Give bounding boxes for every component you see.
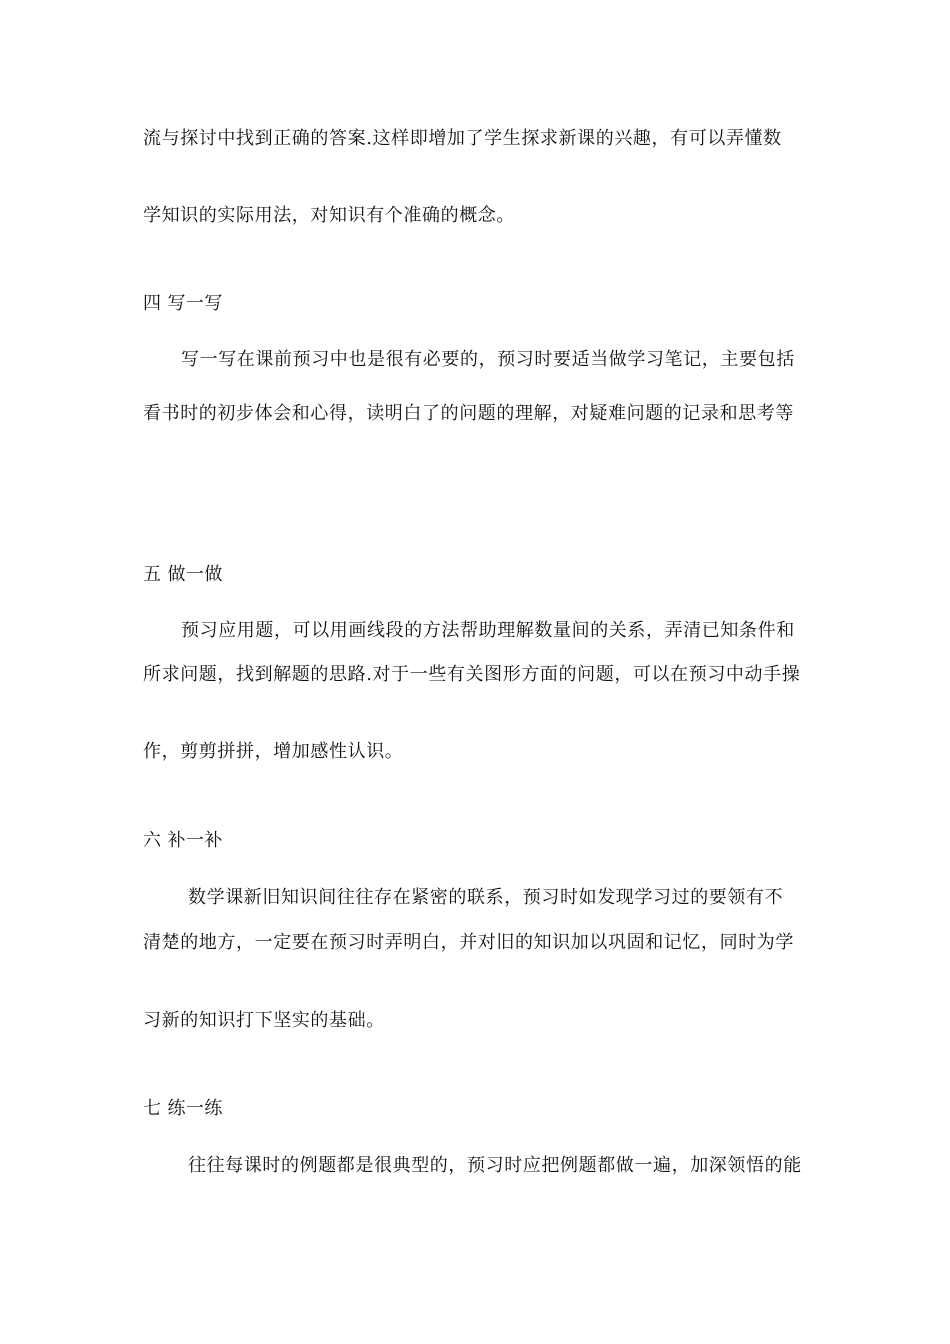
paragraph-line: 学知识的实际用法，对知识有个准确的概念。 xyxy=(143,205,515,226)
section-heading-practice: 七 练一练 xyxy=(143,1098,223,1119)
paragraph-line: 数学课新旧知识间往往存在紧密的联系，预习时如发现学习过的要领有不 xyxy=(188,887,784,908)
section-heading-supplement: 六 补一补 xyxy=(143,830,223,851)
section-heading-write: 四 写一写 xyxy=(143,293,223,314)
paragraph-line: 清楚的地方，一定要在预习时弄明白，并对旧的知识加以巩固和记忆，同时为学 xyxy=(143,932,794,953)
paragraph-line: 习新的知识打下坚实的基础。 xyxy=(143,1010,385,1031)
section-heading-do: 五 做一做 xyxy=(143,564,223,585)
paragraph-line: 作，剪剪拼拼，增加感性认识。 xyxy=(143,741,404,762)
paragraph-line: 往往每课时的例题都是很典型的，预习时应把例题都做一遍，加深领悟的能 xyxy=(188,1155,802,1176)
paragraph-line: 预习应用题，可以用画线段的方法帮助理解数量间的关系，弄清已知条件和 xyxy=(181,620,795,641)
paragraph-line: 所求问题，找到解题的思路.对于一些有关图形方面的问题，可以在预习中动手操 xyxy=(143,664,801,685)
paragraph-line: 写一写在课前预习中也是很有必要的，预习时要适当做学习笔记，主要包括 xyxy=(181,349,795,370)
paragraph-line: 流与探讨中找到正确的答案.这样即增加了学生探求新课的兴趣，有可以弄懂数 xyxy=(143,128,782,149)
paragraph-line: 看书时的初步体会和心得，读明白了的问题的理解，对疑难问题的记录和思考等 xyxy=(143,403,794,424)
